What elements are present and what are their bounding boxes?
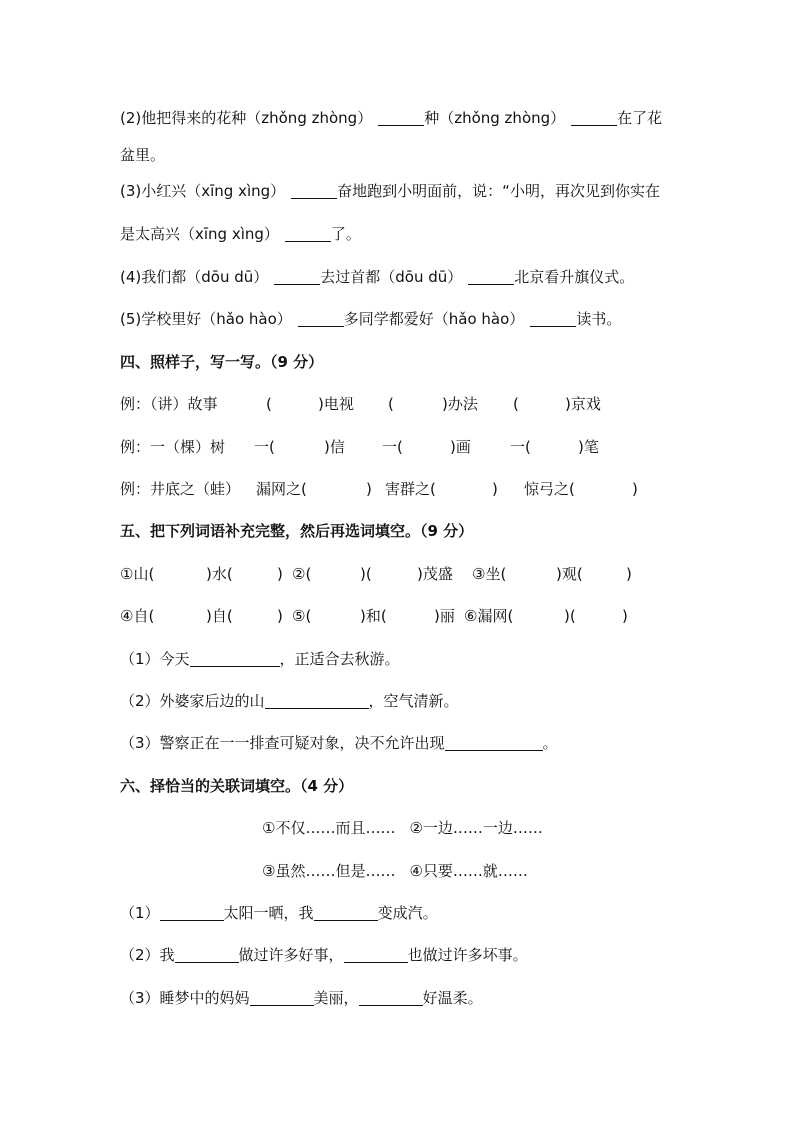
q-text: (2)他把得来的花种（zhǒng zhòng） (120, 109, 373, 127)
word-text: )( (360, 565, 372, 583)
word-text: )茂盛 (417, 565, 453, 583)
answer-blank[interactable] (359, 991, 423, 1006)
word-text: )丽 (434, 607, 455, 625)
answer-blank[interactable] (378, 111, 424, 126)
answer-blank[interactable] (250, 991, 314, 1006)
sec6-options-row1 (262, 818, 543, 838)
item-text: )办法 (442, 395, 478, 413)
word-text: ) (277, 607, 283, 625)
q-text: （2）我 (120, 946, 175, 964)
q-text: 变成汽。 (377, 904, 438, 922)
sec6-q3 (120, 988, 483, 1008)
word-text: ④自( (120, 607, 155, 625)
answer-blank[interactable] (175, 948, 239, 963)
q-text: 在了花 (617, 109, 663, 127)
item-text: 一( (254, 438, 275, 456)
q-text: 去过首都（dōu dū） (320, 268, 463, 286)
item-text: ) (632, 480, 638, 498)
answer-blank[interactable] (468, 270, 514, 285)
q-text: （3）睡梦中的妈妈 (120, 989, 250, 1007)
item-text: 漏网之( (256, 480, 307, 498)
item-text: 惊弓之( (524, 480, 575, 498)
item-text: )画 (450, 438, 471, 456)
sec5-q2 (120, 691, 459, 711)
sec3-q4 (120, 267, 634, 287)
word-text: ③坐( (472, 565, 507, 583)
word-text: )观( (556, 565, 583, 583)
sec4-title: 四、照样子，写一写。（9 分） (120, 353, 324, 371)
q-text: 多同学都爱好（hǎo hào） (343, 310, 525, 328)
sec5-q3 (120, 733, 558, 753)
sec3-q2-line2 (120, 145, 165, 165)
q-text: ，正适合去秋游。 (279, 650, 400, 668)
item-text: ( (266, 395, 272, 413)
example-text: 例：（讲）故事 (120, 395, 218, 413)
item-text: )信 (324, 438, 345, 456)
q-text: 盆里。 (120, 146, 166, 164)
option-text: ②一边……一边…… (409, 819, 543, 837)
q-text: （3）警察正在一一排查可疑对象，决不允许出现 (120, 734, 445, 752)
q-text: 是太高兴（xīng xìng） (120, 225, 279, 243)
answer-blank[interactable] (160, 906, 224, 921)
q-text: 也做过许多坏事。 (407, 946, 528, 964)
answer-blank[interactable] (571, 111, 617, 126)
option-text: ③虽然……但是…… (262, 862, 396, 880)
q-text: （1） (120, 904, 160, 922)
item-text: )京戏 (565, 395, 601, 413)
item-text: )电视 (318, 395, 354, 413)
word-text: ①山( (120, 565, 155, 583)
word-text: ) (626, 565, 632, 583)
item-text: 一( (510, 438, 531, 456)
sec6-q2 (120, 945, 528, 965)
example-text: 例：一（棵）树 (120, 438, 226, 456)
answer-blank[interactable] (445, 736, 543, 751)
sec3-q5 (120, 309, 621, 329)
q-text: 。 (542, 734, 558, 752)
answer-blank[interactable] (530, 312, 576, 327)
answer-blank[interactable] (291, 184, 337, 199)
item-text: )笔 (578, 438, 599, 456)
q-text: 奋地跑到小明面前，说：“小明，再次见到你实在 (337, 182, 660, 200)
sec3-q3-line2 (120, 224, 361, 244)
sec3-q3-line1 (120, 181, 660, 201)
q-text: （2）外婆家后边的山 (120, 692, 265, 710)
q-text: 太阳一晒，我 (223, 904, 314, 922)
q-text: 读书。 (576, 310, 622, 328)
example-text: 例：井底之（蛙） (120, 480, 241, 498)
sec6-q1 (120, 903, 438, 923)
item-text: 一( (382, 438, 403, 456)
answer-blank[interactable] (314, 906, 378, 921)
option-text: ①不仅……而且…… (262, 819, 396, 837)
q-text: 种（zhǒng zhòng） (424, 109, 566, 127)
answer-blank[interactable] (265, 694, 369, 709)
word-text: )( (564, 607, 576, 625)
word-text: ) (622, 607, 628, 625)
sec3-q2-line1 (120, 108, 662, 128)
answer-blank[interactable] (274, 270, 320, 285)
word-text: ②( (292, 565, 312, 583)
q-text: （1）今天 (120, 650, 190, 668)
sec6-options-row2 (262, 861, 528, 881)
answer-blank[interactable] (190, 652, 280, 667)
q-text: (4)我们都（dōu dū） (120, 268, 269, 286)
q-text: 北京看升旗仪式。 (514, 268, 635, 286)
word-text: )水( (206, 565, 233, 583)
item-text: 害群之( (385, 480, 436, 498)
answer-blank[interactable] (285, 227, 331, 242)
item-text: ( (388, 395, 394, 413)
word-text: ) (277, 565, 283, 583)
item-text: ( (513, 395, 519, 413)
q-text: 做过许多好事， (238, 946, 344, 964)
q-text: (3)小红兴（xīng xìng） (120, 182, 286, 200)
sec6-title: 六、择恰当的关联词填空。（4 分） (120, 777, 354, 795)
item-text: ) (492, 480, 498, 498)
q-text: 好温柔。 (422, 989, 483, 1007)
item-text: ) (366, 480, 372, 498)
sec5-title: 五、把下列词语补充完整，然后再选词填空。（9 分） (120, 522, 474, 540)
sec5-q1 (120, 649, 400, 669)
word-text: ⑥漏网( (464, 607, 514, 625)
q-text: 了。 (330, 225, 361, 243)
word-text: )和( (360, 607, 387, 625)
q-text: (5)学校里好（hǎo hào） (120, 310, 292, 328)
word-text: )自( (206, 607, 233, 625)
option-text: ④只要……就…… (409, 862, 528, 880)
word-text: ⑤( (292, 607, 312, 625)
answer-blank[interactable] (298, 312, 344, 327)
q-text: ，空气清新。 (368, 692, 459, 710)
answer-blank[interactable] (344, 948, 408, 963)
q-text: 美丽， (313, 989, 359, 1007)
